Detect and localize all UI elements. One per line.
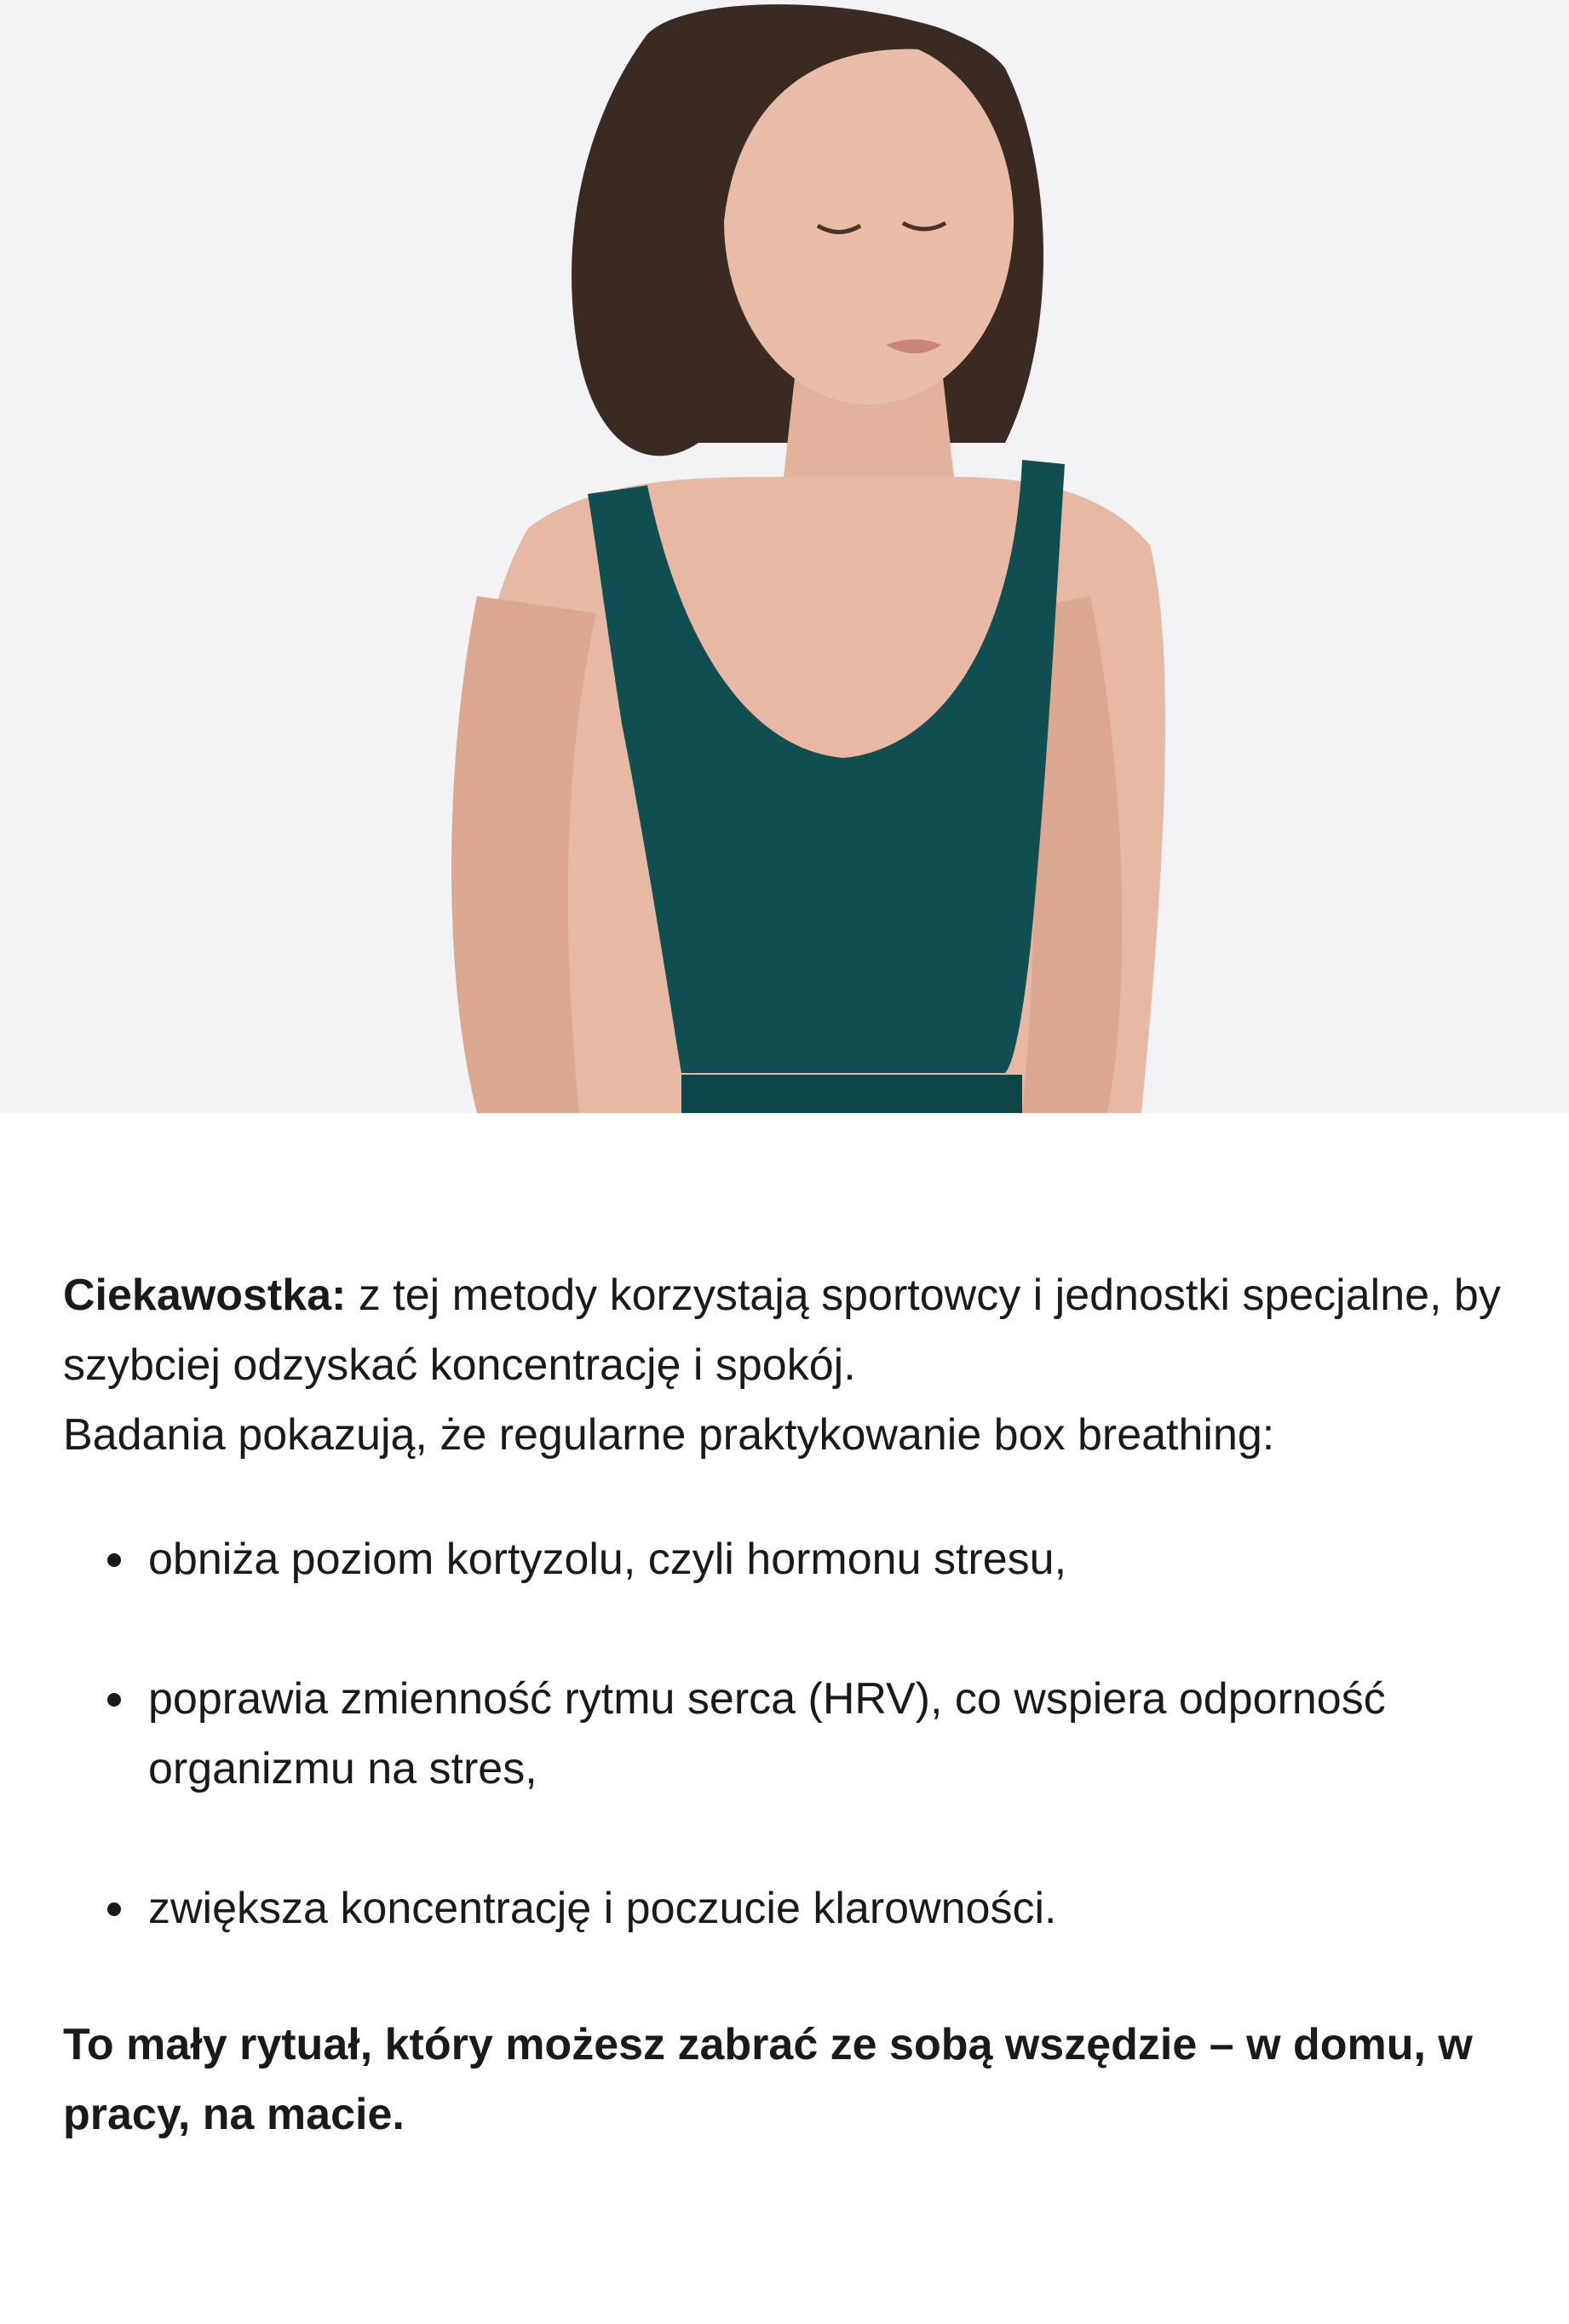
bullet-icon	[107, 1693, 121, 1707]
model-photo	[0, 0, 1569, 1113]
bullet-icon	[107, 1902, 121, 1916]
list-item	[63, 1524, 1511, 1594]
list-item-text: zwiększa koncentrację i poczucie klarowności.	[148, 1884, 1057, 1933]
list-item	[63, 1664, 1392, 1804]
list-item	[63, 1874, 1511, 1943]
lead-text: z tej metody korzystają sportowcy i jednostki specjalne, by szybciej odzyskać koncentrację i spokój.	[63, 1271, 1501, 1390]
list-item-text: obniża poziom kortyzolu, czyli hormonu stresu,	[148, 1535, 1067, 1584]
closing-statement: To mały rytuał, który możesz zabrać ze sobą wszędzie – w domu, w pracy, na macie.	[63, 2020, 1473, 2139]
article-body	[63, 1260, 1511, 2149]
intro-line-1	[63, 1260, 1511, 1400]
benefits-list	[63, 1524, 1511, 1943]
intro-line-2: Badania pokazują, że regularne praktykowanie box breathing:	[63, 1410, 1275, 1460]
intro-paragraph	[63, 1260, 1511, 1470]
list-item-text: poprawia zmienność rytmu serca (HRV), co wspiera odporność organizmu na stres,	[148, 1674, 1386, 1793]
hero-image	[0, 0, 1569, 1113]
bullet-icon	[107, 1553, 121, 1567]
lead-label: Ciekawostka:	[63, 1271, 347, 1320]
